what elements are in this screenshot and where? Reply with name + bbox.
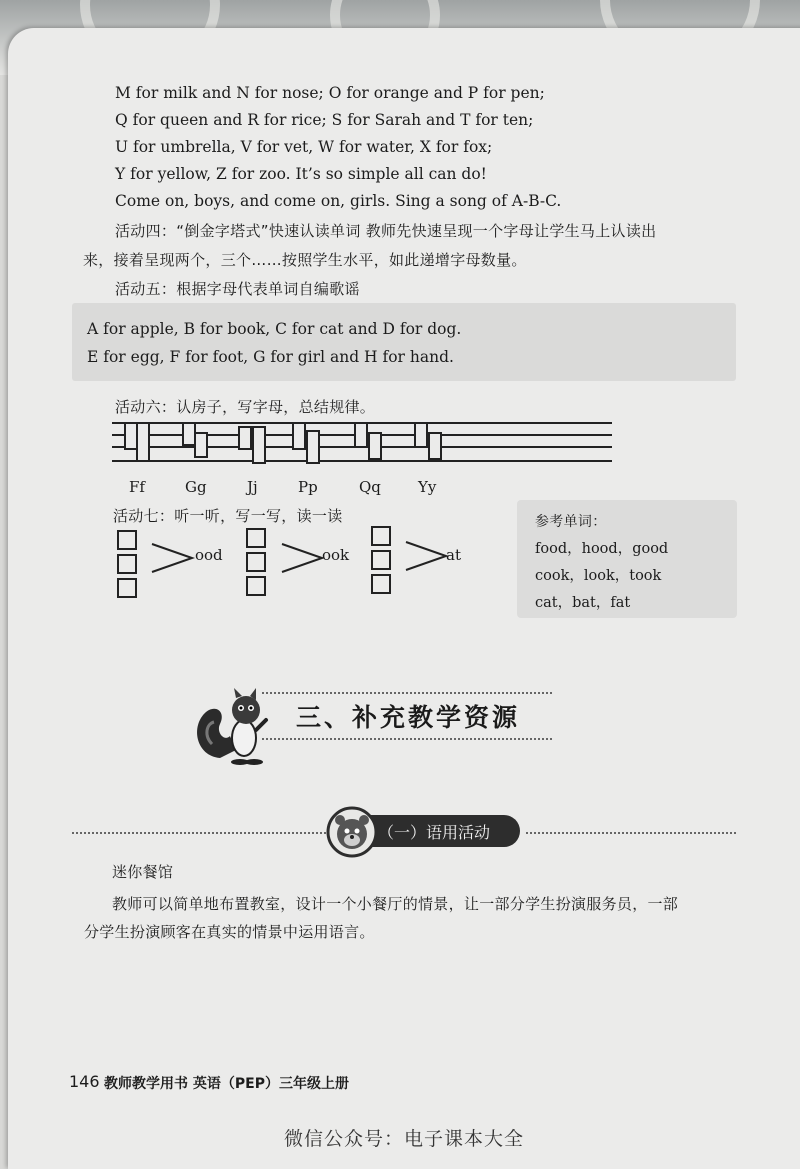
blank-box	[371, 574, 391, 594]
letter-house-cell	[136, 422, 150, 462]
activity5-title: 活动五：根据字母代表单词自编歌谣	[115, 280, 360, 298]
letter-house-cell	[428, 432, 442, 460]
blank-box	[371, 550, 391, 570]
letter-house-cell	[252, 426, 266, 464]
letter-house-cell	[368, 432, 382, 460]
section-rule-bottom	[262, 738, 552, 740]
chant-line: Come on, boys, and come on, girls. Sing a song of A-B-C.	[115, 192, 562, 210]
letter-caption: Ff	[129, 478, 145, 496]
blank-box	[117, 554, 137, 574]
mini-restaurant-title: 迷你餐馆	[112, 863, 174, 881]
activity6-title: 活动六：认房子，写字母，总结规律。	[115, 398, 376, 416]
letter-house-cell	[238, 426, 252, 450]
activity5-chant-line: E for egg, F for foot, G for girl and H for hand.	[87, 348, 454, 366]
reference-line: cook，look，took	[535, 568, 662, 584]
letter-house-cell	[306, 430, 320, 464]
blank-box	[117, 578, 137, 598]
beaver-mascot-icon	[326, 806, 378, 858]
section-title: 三、补充教学资源	[296, 703, 521, 732]
letter-caption: Yy	[418, 478, 437, 496]
word-suffix: at	[446, 546, 461, 564]
arrow-chevron-icon	[404, 538, 450, 574]
letter-caption: Gg	[185, 478, 207, 496]
chant-line: Q for queen and R for rice; S for Sarah and T for ten;	[115, 111, 534, 129]
letter-house-cell	[354, 422, 368, 448]
mini-restaurant-line2: 分学生扮演顾客在真实的情景中运用语言。	[84, 923, 375, 941]
blank-box	[371, 526, 391, 546]
activity7-title: 活动七：听一听，写一写，读一读	[113, 507, 343, 525]
watermark: 微信公众号：电子课本大全	[284, 1128, 525, 1150]
chant-line: Y for yellow, Z for zoo. It’s so simple all can do!	[115, 165, 487, 183]
letter-caption: Qq	[359, 478, 381, 496]
arrow-chevron-icon	[150, 540, 196, 576]
letter-house-cell	[414, 422, 428, 448]
letter-caption: Pp	[298, 478, 318, 496]
activity4-line2: 来，接着呈现两个，三个……按照学生水平，如此递增字母数量。	[83, 251, 527, 269]
activity4-line1: 活动四：“倒金字塔式”快速认读单词 教师先快速呈现一个字母让学生马上认读出	[115, 222, 657, 240]
word-suffix: ood	[195, 546, 223, 564]
reference-line: cat，bat，fat	[535, 595, 631, 611]
squirrel-mascot-icon	[190, 686, 272, 768]
reference-title: 参考单词：	[535, 514, 607, 530]
reference-line: food，hood，good	[535, 541, 669, 557]
subsection-rule-right	[526, 832, 736, 834]
blank-box	[246, 576, 266, 596]
word-suffix: ook	[322, 546, 350, 564]
subsection-title: （一）语用活动	[378, 823, 491, 842]
activity5-chant-box	[72, 303, 736, 381]
mini-restaurant-line1: 教师可以简单地布置教室，设计一个小餐厅的情景，让一部分学生扮演服务员，一部	[112, 895, 679, 913]
book-title: 教师教学用书 英语（PEP）三年级上册	[104, 1076, 349, 1092]
activity5-chant-line: A for apple, B for book, C for cat and D for dog.	[87, 320, 462, 338]
letter-caption: Jj	[247, 478, 258, 496]
subsection-rule-left	[72, 832, 338, 834]
arrow-chevron-icon	[280, 540, 326, 576]
blank-box	[246, 552, 266, 572]
page-number: 146	[69, 1072, 100, 1091]
chant-line: U for umbrella, V for vet, W for water, X for fox;	[115, 138, 493, 156]
blank-box	[117, 530, 137, 550]
section-rule-top	[262, 692, 552, 694]
letter-house-cell	[194, 432, 208, 458]
letter-house-cell	[292, 422, 306, 450]
blank-box	[246, 528, 266, 548]
chant-line: M for milk and N for nose; O for orange and P for pen;	[115, 84, 545, 102]
